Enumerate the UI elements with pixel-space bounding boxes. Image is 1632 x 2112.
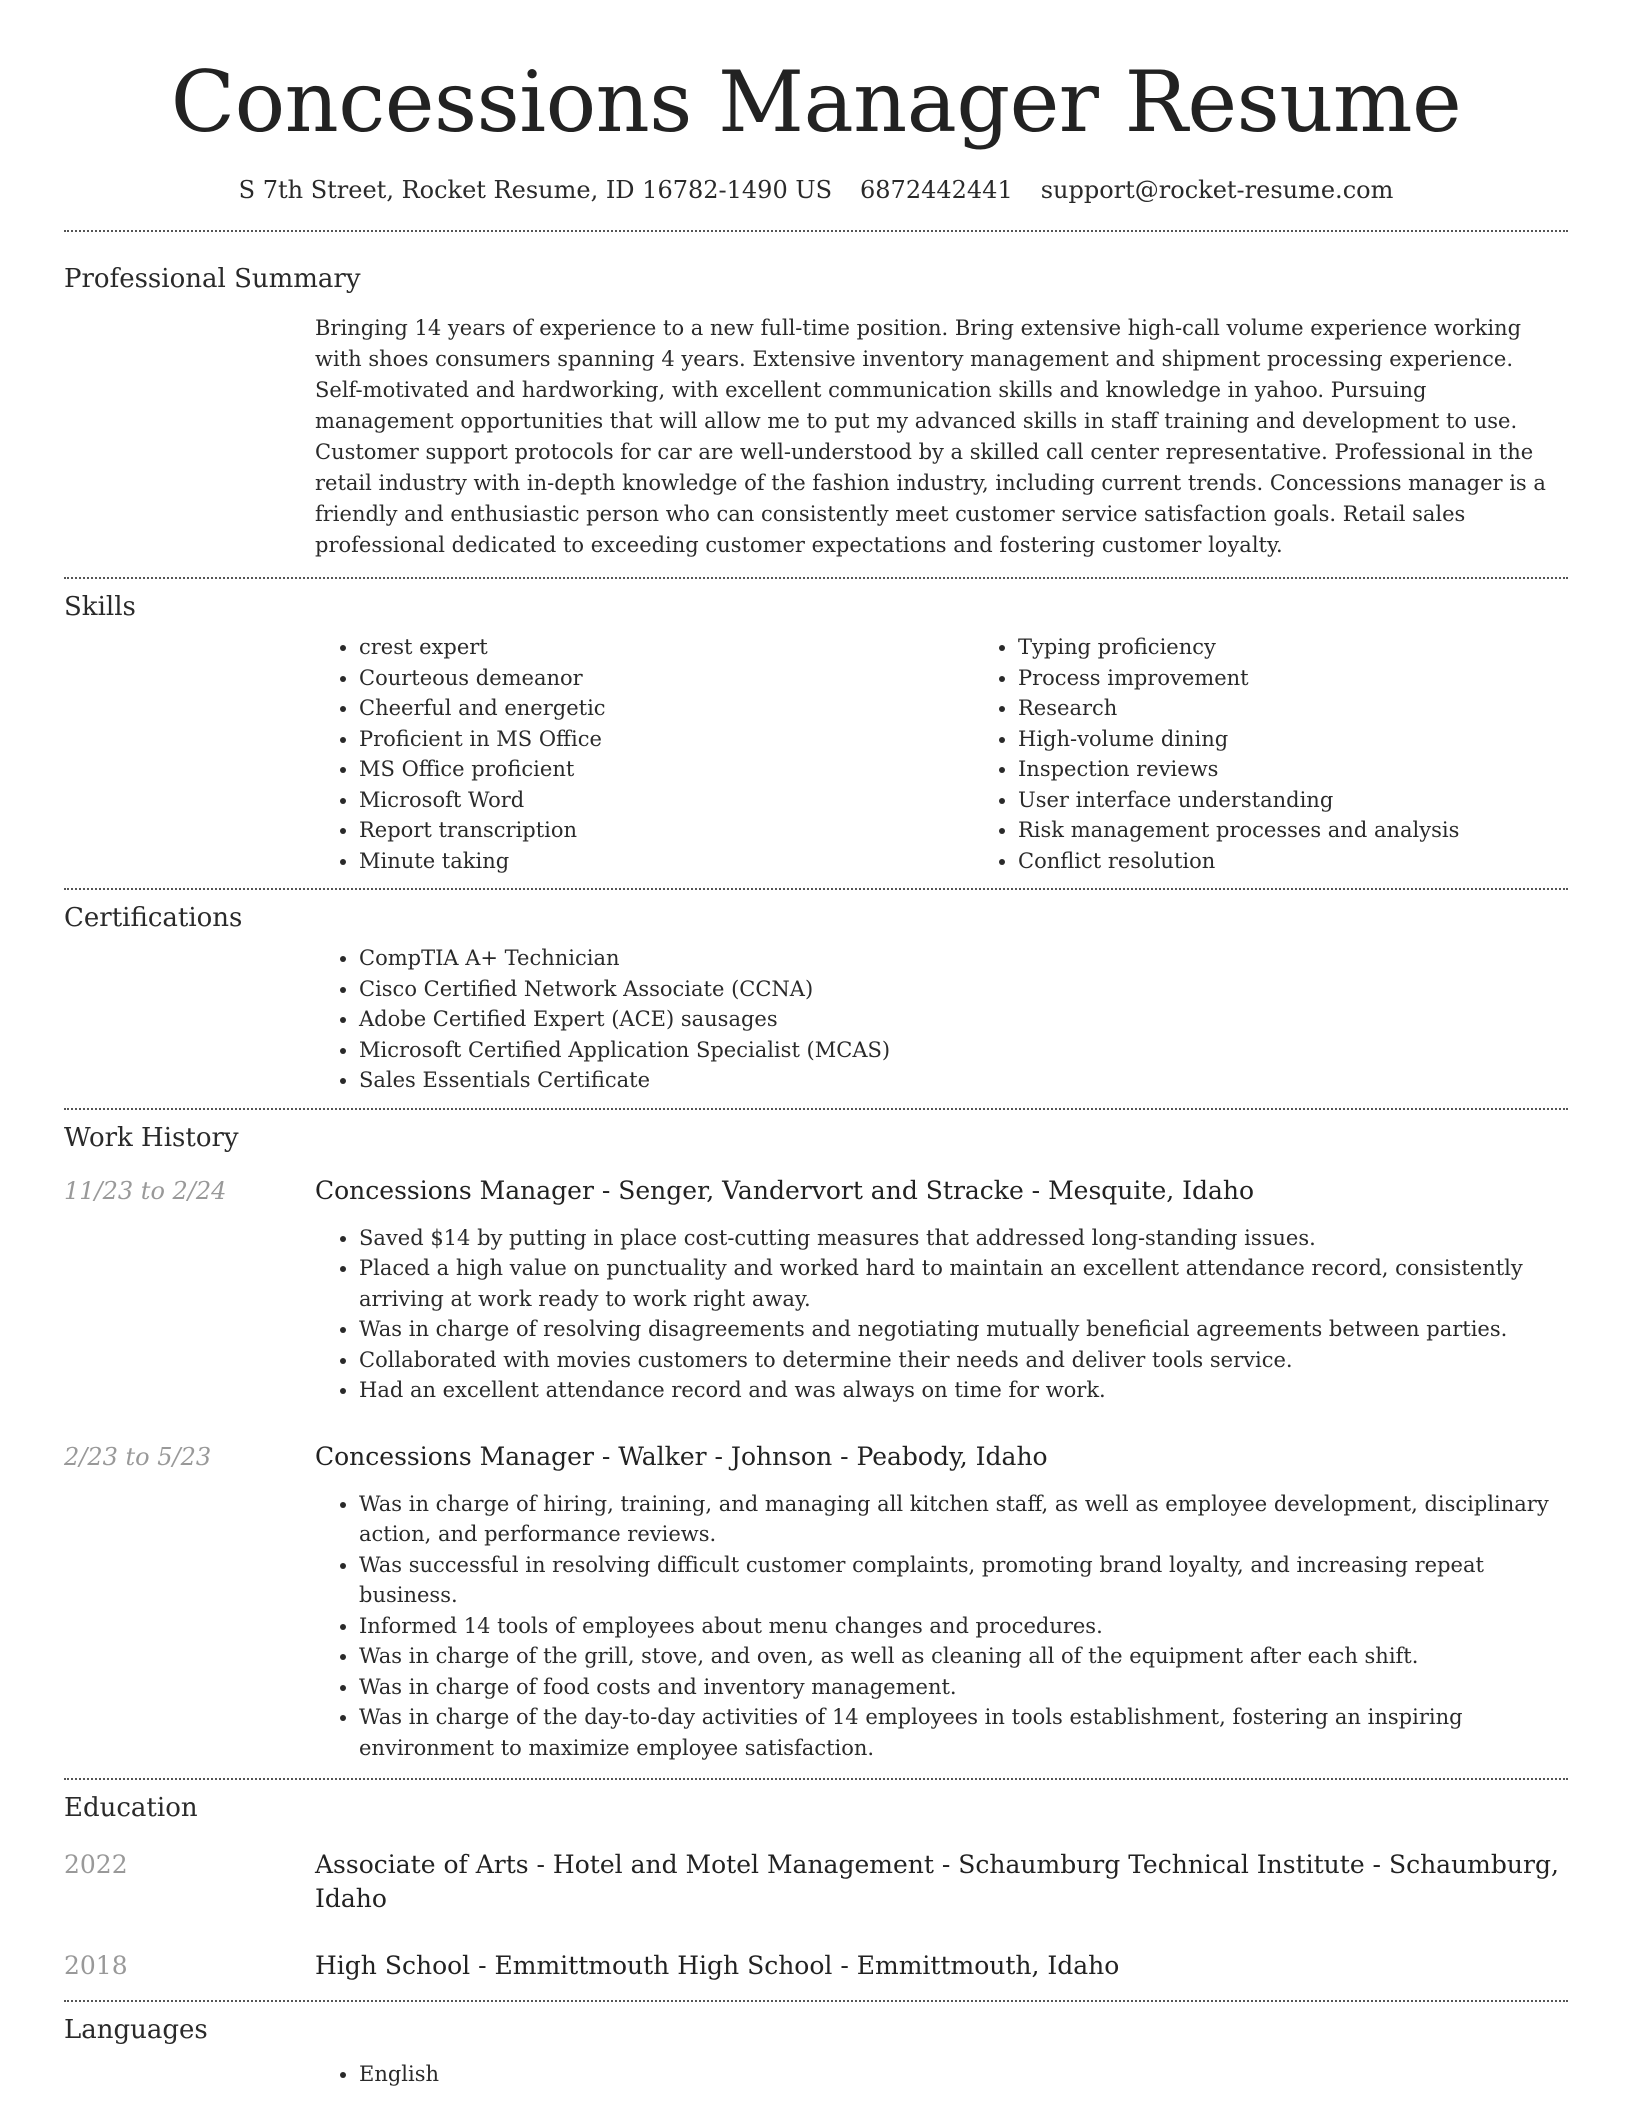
list-item: • Conflict resolution [1018, 846, 1632, 877]
contact-email[interactable]: support@rocket-resume.com [1040, 176, 1394, 204]
summary-text: Bringing 14 years of experience to a new full-time position. Bring extensive high-call volume experience working with shoes consumers spanning 4 years. Extensive inventory management and shipment processing experience. Self-motivated and hardworking, with excellent communication skills and knowledge in yahoo. Pursuing management opportunities that will allow me to put my advanced skills in staff training and development to use. Customer support protocols for car are well-understood by a skilled call center representative. Professional in the retail industry with in-depth knowledge of the fashion industry, including current trends. Concessions manager is a friendly and enthusiastic person who can consistently meet customer service satisfaction goals. Retail sales professional dedicated to exceeding customer expectations and fostering customer loyalty. [315, 316, 1546, 557]
education-date: 2022 [64, 1850, 128, 1879]
list-item: • Sales Essentials Certificate [359, 1065, 1568, 1096]
job-bullets [315, 1489, 1568, 1764]
education-entry [64, 1848, 1568, 1916]
list-item: • Courteous demeanor [359, 663, 974, 694]
work-history-heading: Work History [64, 1122, 239, 1153]
list-item: • Adobe Certified Expert (ACE) sausages [359, 1004, 1568, 1035]
certifications-heading: Certifications [64, 903, 243, 933]
education-heading: Education [64, 1793, 198, 1823]
job-date: 11/23 to 2/24 [64, 1176, 227, 1205]
list-item: • Was successful in resolving difficult customer complaints, promoting brand loyalty, and increasing repeat business. [359, 1550, 1568, 1611]
section-divider [64, 230, 1568, 232]
list-item: • Research [1018, 693, 1632, 724]
education-section [64, 1791, 1568, 1983]
list-item: • crest expert [359, 632, 974, 663]
certifications-section [64, 901, 1568, 1096]
list-item: • Had an excellent attendance record and was always on time for work. [359, 1375, 1568, 1406]
section-divider [64, 1108, 1568, 1110]
list-item: • Proficient in MS Office [359, 724, 974, 755]
list-item: • Was in charge of the day-to-day activities of 14 employees in tools establishment, fostering an inspiring environment to maximize employee satisfaction. [359, 1702, 1568, 1763]
list-item: • Process improvement [1018, 663, 1632, 694]
list-item: • Collaborated with movies customers to determine their needs and deliver tools service. [359, 1345, 1568, 1376]
list-item: • Cisco Certified Network Associate (CCNA) [359, 974, 1568, 1005]
resume-page [64, 0, 1568, 2090]
list-item: • Was in charge of the grill, stove, and oven, as well as cleaning all of the equipment after each shift. [359, 1641, 1568, 1672]
certifications-list [315, 943, 1568, 1096]
skills-heading: Skills [64, 592, 136, 622]
skills-list-right [974, 632, 1632, 876]
job-title: Concessions Manager - Walker - Johnson - Peabody, Idaho [315, 1441, 1048, 1471]
list-item: • English [359, 2059, 1568, 2090]
work-history-section [64, 1121, 1568, 1764]
job-entry [64, 1440, 1568, 1764]
list-item: • User interface understanding [1018, 785, 1632, 816]
list-item: • Was in charge of resolving disagreements and negotiating mutually beneficial agreements between parties. [359, 1314, 1568, 1345]
list-item: • Microsoft Certified Application Specialist (MCAS) [359, 1035, 1568, 1066]
list-item: • Was in charge of food costs and inventory management. [359, 1672, 1568, 1703]
section-divider [64, 1778, 1568, 1780]
skills-section [64, 590, 1568, 876]
section-divider [64, 2000, 1568, 2002]
languages-list [315, 2059, 1568, 2090]
skills-list-left [315, 632, 974, 876]
job-bullets [315, 1223, 1568, 1406]
list-item: • Was in charge of hiring, training, and managing all kitchen staff, as well as employee development, disciplinary action, and performance reviews. [359, 1489, 1568, 1550]
resume-title: Concessions Manager Resume [170, 53, 1462, 151]
education-title: Associate of Arts - Hotel and Motel Management - Schaumburg Technical Institute - Schaumburg, Idaho [315, 1850, 1559, 1913]
list-item: • MS Office proficient [359, 754, 974, 785]
languages-heading: Languages [64, 2015, 208, 2045]
list-item: • CompTIA A+ Technician [359, 943, 1568, 974]
languages-section [64, 2013, 1568, 2090]
job-title: Concessions Manager - Senger, Vandervort and Stracke - Mesquite, Idaho [315, 1175, 1255, 1205]
contact-line [64, 174, 1568, 206]
job-date: 2/23 to 5/23 [64, 1442, 212, 1471]
list-item: • Cheerful and energetic [359, 693, 974, 724]
list-item: • Report transcription [359, 815, 974, 846]
list-item: • Minute taking [359, 846, 974, 877]
list-item: • Typing proficiency [1018, 632, 1632, 663]
education-date: 2018 [64, 1951, 128, 1980]
education-entry [64, 1949, 1568, 1983]
list-item: • Placed a high value on punctuality and worked hard to maintain an excellent attendance record, consistently arriving at work ready to work right away. [359, 1253, 1568, 1314]
list-item: • Informed 14 tools of employees about menu changes and procedures. [359, 1611, 1568, 1642]
contact-phone: 6872442441 [860, 176, 1013, 204]
summary-heading: Professional Summary [64, 264, 361, 294]
section-divider [64, 577, 1568, 579]
summary-section [64, 262, 1568, 561]
job-entry [64, 1174, 1568, 1406]
section-divider [64, 888, 1568, 890]
list-item: • Inspection reviews [1018, 754, 1632, 785]
list-item: • Risk management processes and analysis [1018, 815, 1632, 846]
list-item: • High-volume dining [1018, 724, 1632, 755]
education-title: High School - Emmittmouth High School - Emmittmouth, Idaho [315, 1951, 1120, 1980]
list-item: • Saved $14 by putting in place cost-cutting measures that addressed long-standing issues. [359, 1223, 1568, 1254]
contact-address: S 7th Street, Rocket Resume, ID 16782-1490 US [238, 176, 833, 204]
list-item: • Microsoft Word [359, 785, 974, 816]
